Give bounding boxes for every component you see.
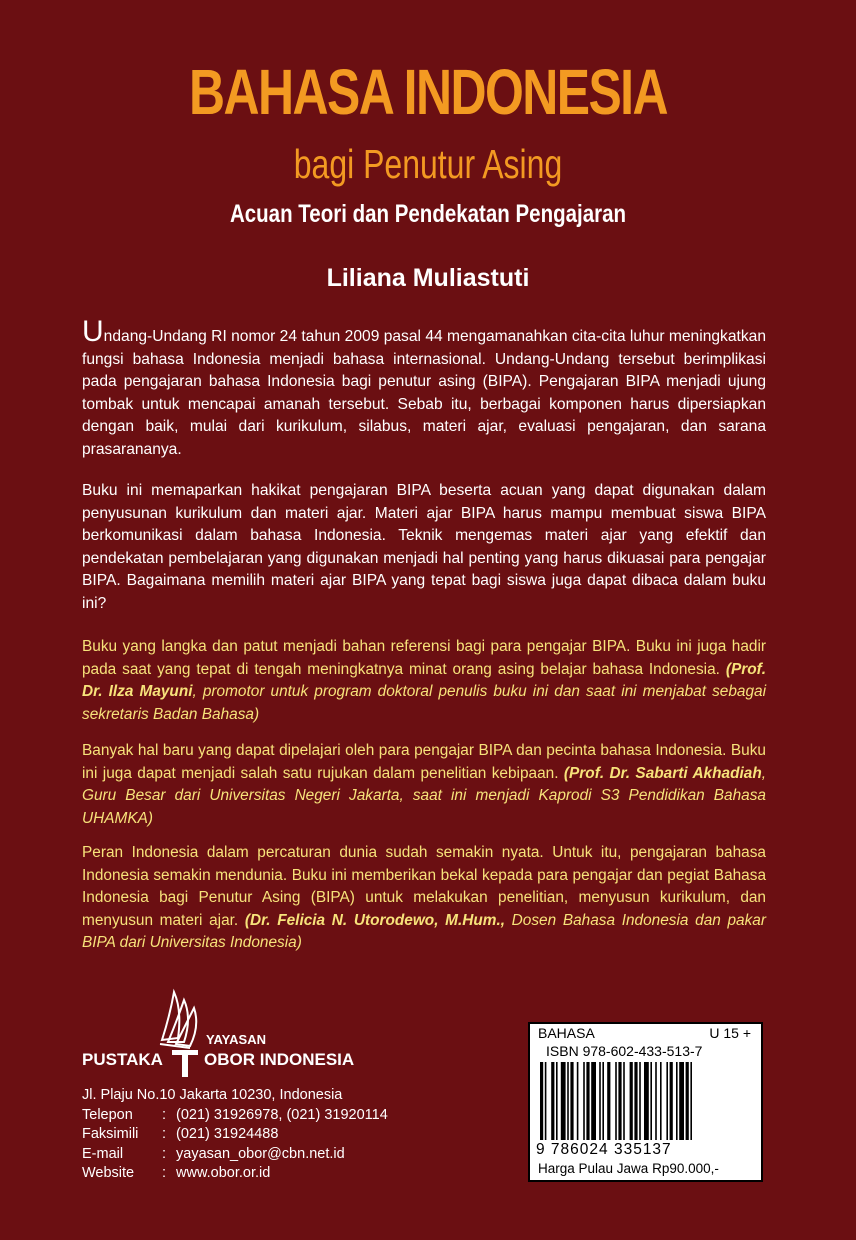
contact-label: E-mail: [82, 1145, 124, 1162]
drop-cap: U: [82, 315, 104, 348]
barcode-bar: [591, 1062, 596, 1140]
publisher-yayasan: YAYASAN: [206, 1032, 266, 1047]
contact-separator: :: [162, 1106, 167, 1123]
contact-label: Faksimili: [82, 1126, 139, 1143]
contact-value: yayasan_obor@cbn.net.id: [176, 1145, 345, 1162]
book-subtitle: bagi Penutur Asing: [293, 141, 563, 187]
endorser-role: , promotor untuk program doktoral penulis buku ini dan saat ini menjabat sebagai sekretaris Badan Bahasa): [82, 683, 766, 723]
barcode-bar: [639, 1062, 641, 1140]
barcode-bar: [570, 1062, 573, 1140]
blurb-paragraph-1-text: ndang-Undang RI nomor 24 tahun 2009 pasal 44 mengamanahkan cita-cita luhur meningkatkan fungsi bahasa Indonesia menjadi bahasa internasional. Undang-Undang tersebut berimplikasi pada pengajaran bahasa Indonesia bagi penutur asing (BIPA). Pengajaran BIPA menjadi ujung tombak untuk mencapai amanah tersebut. Sebab itu, berbagai komponen harus dipersiapkan dengan baik, mulai dari kurikulum, silabus, materi ajar, evaluasi pengajaran, dan sarana prasarananya.: [82, 328, 766, 458]
contact-value: (021) 31926978, (021) 31920114: [176, 1106, 388, 1123]
barcode-bar: [607, 1062, 610, 1140]
barcode-bar: [623, 1062, 625, 1140]
barcode-bar: [618, 1062, 621, 1140]
blurb-paragraph-1: [82, 315, 766, 461]
barcode-bar: [630, 1062, 633, 1140]
barcode-bar: [567, 1062, 569, 1140]
contact-separator: :: [162, 1165, 167, 1182]
barcode-bar: [655, 1062, 657, 1140]
isbn-barcode-box: [528, 1022, 763, 1182]
barcode-bar: [644, 1062, 649, 1140]
publisher-pustaka: PUSTAKA: [82, 1050, 163, 1069]
publisher-address: Jl. Plaju No.10 Jakarta 10230, Indonesia: [82, 1087, 343, 1103]
contact-row: [82, 1125, 388, 1145]
endorsement-1: [82, 636, 766, 726]
contact-separator: :: [162, 1145, 167, 1162]
barcode-bar: [586, 1062, 589, 1140]
contact-row: [82, 1164, 388, 1184]
book-author: Liliana Muliastuti: [326, 264, 530, 292]
barcode-bar: [660, 1062, 662, 1140]
barcode-bar: [679, 1062, 684, 1140]
barcode-bar: [676, 1062, 678, 1140]
barcode-bar: [615, 1062, 617, 1140]
barcode-bar: [670, 1062, 673, 1140]
endorser-name: (Dr. Felicia N. Utorodewo, M.Hum.,: [244, 911, 506, 929]
barcode-category: BAHASA: [538, 1025, 595, 1041]
barcode-bar: [602, 1062, 604, 1140]
barcode-bar: [561, 1062, 566, 1140]
barcode-code: U 15 +: [709, 1025, 751, 1041]
barcode-bar: [556, 1062, 558, 1140]
publisher-logo: [82, 980, 362, 1080]
barcode-bar: [666, 1062, 668, 1140]
book-price: Harga Pulau Jawa Rp90.000,-: [538, 1161, 719, 1176]
contact-label: Telepon: [82, 1106, 133, 1123]
endorsement-text: Peran Indonesia dalam percaturan dunia sudah semakin nyata. Untuk itu, pengajaran bahasa Indonesia semakin mendunia. Buku ini memberikan bekal kepada para pengajar dan pegiat Bahasa Indonesia bagi Penutur Asing (BIPA) untuk melakukan penelitian, menyusun kurikulum, dan menyusun materi ajar.: [82, 844, 766, 929]
barcode-bar: [634, 1062, 637, 1140]
barcode-bar: [540, 1062, 543, 1140]
contact-value: www.obor.or.id: [176, 1165, 271, 1182]
endorsement-2: [82, 740, 766, 830]
book-title: BAHASA INDONESIA: [189, 56, 667, 128]
barcode-bar: [577, 1062, 579, 1140]
publisher-contact: [82, 1086, 388, 1184]
endorsement-3: [82, 842, 766, 955]
barcode-bar: [545, 1062, 547, 1140]
barcode-bar: [551, 1062, 554, 1140]
endorser-role: Dosen Bahasa Indonesia dan pakar BIPA dari Universitas Indonesia): [82, 911, 766, 951]
endorsement-text: Banyak hal baru yang dapat dipelajari oleh para pengajar BIPA dan pecinta bahasa Indonesia. Buku ini juga dapat menjadi salah satu rujukan dalam penelitian kebipaan.: [82, 742, 766, 782]
barcode-bar: [686, 1062, 689, 1140]
contact-label: Website: [82, 1165, 135, 1182]
book-tagline: Acuan Teori dan Pendekatan Pengajaran: [229, 200, 627, 228]
blurb-paragraph-2: Buku ini memaparkan hakikat pengajaran BIPA beserta acuan yang dapat digunakan dalam penyusunan kurikulum dan materi ajar. Materi ajar BIPA harus mampu membuat siswa BIPA berkomunikasi dalam bahasa Indonesia. Teknik mengemas materi ajar yang efektif dan pendekatan pembelajaran yang digunakan menjadi hal penting yang harus dikuasai para pengajar BIPA. Bagaimana memilih materi ajar BIPA yang tepat bagi siswa juga dapat dibaca dalam buku ini?: [82, 482, 766, 612]
contact-separator: :: [162, 1126, 167, 1143]
barcode-bar: [583, 1062, 585, 1140]
endorsement-text: Buku yang langka dan patut menjadi bahan referensi bagi para pengajar BIPA. Buku ini juga hadir pada saat yang tepat di tengah meningkatnya minat orang asing belajar bahasa Indonesia.: [82, 638, 766, 678]
publisher-obor: OBOR INDONESIA: [204, 1050, 355, 1069]
barcode-bar: [599, 1062, 601, 1140]
contact-row: [82, 1106, 388, 1126]
endorser-name: (Prof. Dr. Ilza Mayuni: [82, 660, 766, 700]
barcode-bars: [534, 1062, 758, 1142]
barcode-bar: [650, 1062, 652, 1140]
isbn-number: ISBN 978-602-433-513-7: [546, 1043, 703, 1059]
barcode-bar: [690, 1062, 692, 1140]
barcode-digits: 9 786024 335137: [536, 1141, 672, 1158]
endorser-name: (Prof. Dr. Sabarti Akhadiah: [563, 764, 762, 782]
contact-value: (021) 31924488: [176, 1126, 279, 1143]
endorser-role: , Guru Besar dari Universitas Negeri Jakarta, saat ini menjadi Kaprodi S3 Pendidikan Bahasa UHAMKA): [82, 764, 766, 827]
contact-row: [82, 1145, 388, 1165]
